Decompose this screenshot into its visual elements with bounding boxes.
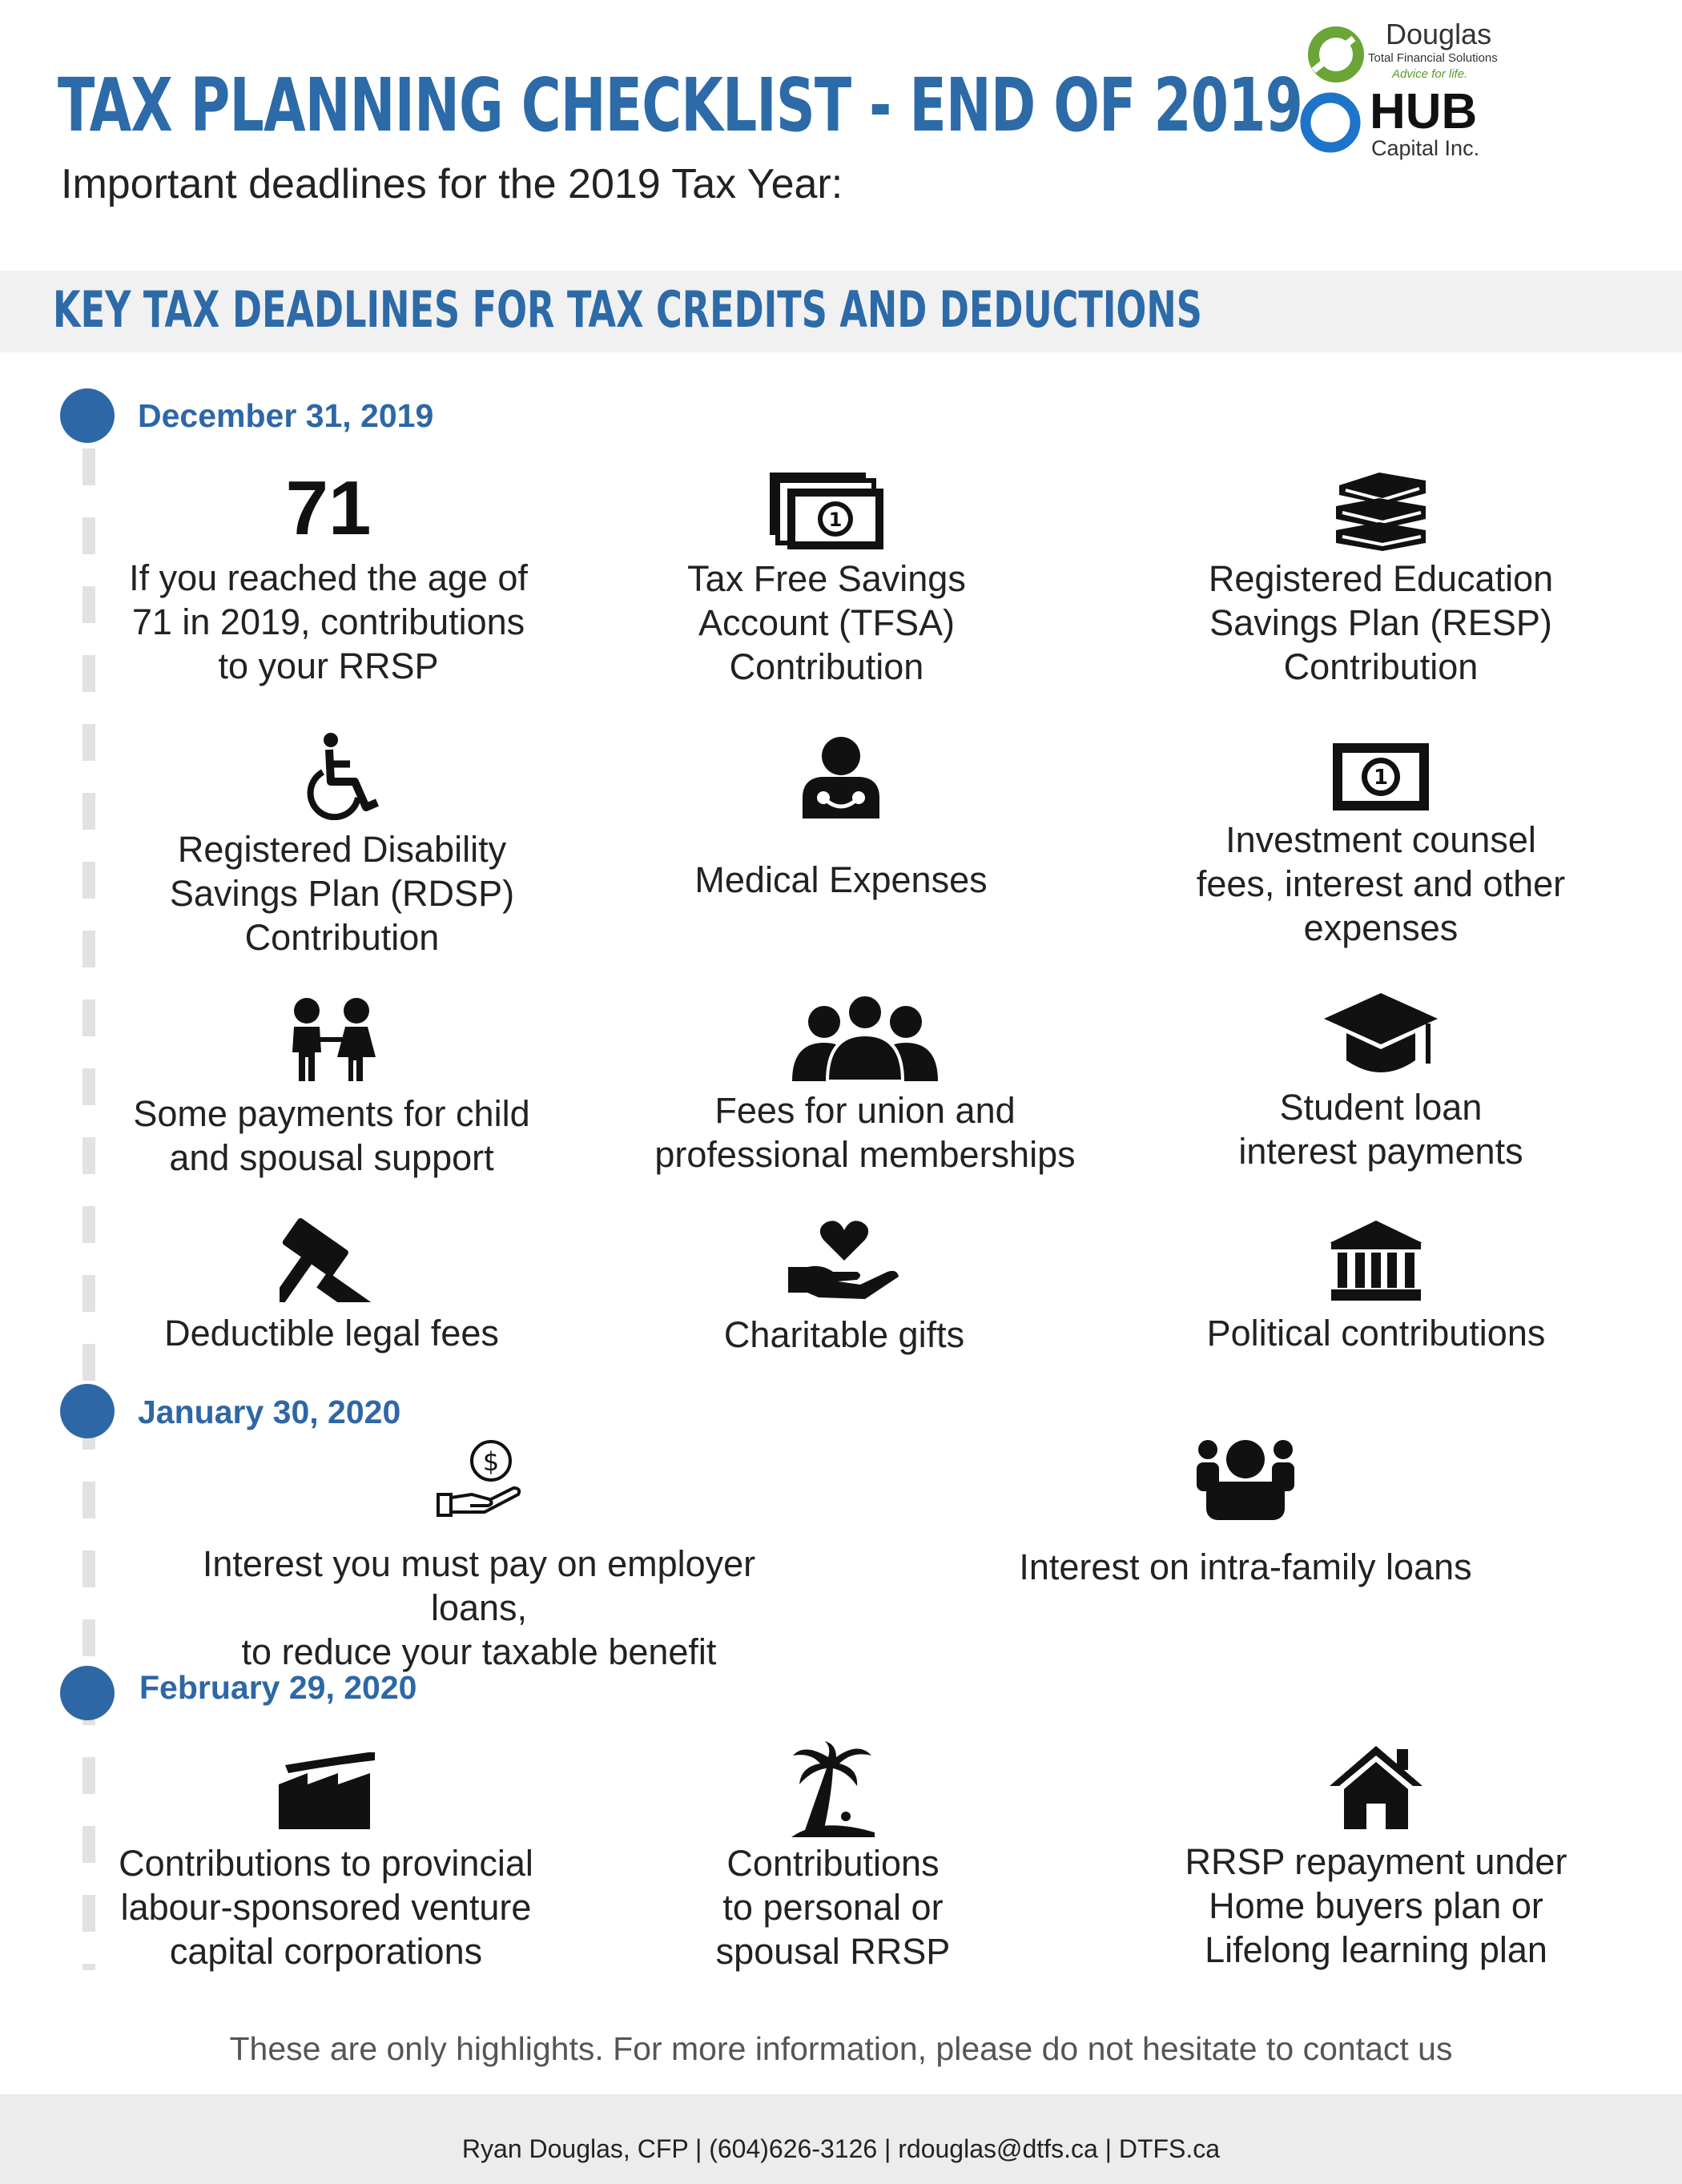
children-icon [280,995,384,1083]
deadline-item [593,1740,1073,1973]
section-title: KEY TAX DEADLINES FOR TAX CREDITS AND DEDUCTIONS [53,280,1202,339]
page-subtitle: Important deadlines for the 2019 Tax Year: [61,161,843,207]
deadline-item [1141,740,1621,950]
deadline-item [86,1749,566,1973]
closing-note: These are only highlights. For more information, please do not hesitate to contact us [229,2030,1453,2067]
bank-icon [1328,1219,1424,1302]
item-label: Contributions to provincial labour-sponsored venture capital corporations [119,1843,533,1972]
item-label: Registered Disability Savings Plan (RDSP) Contribution [169,829,515,958]
svg-text:$: $ [482,1446,500,1477]
deadline-item [625,993,1105,1176]
wheelchair-icon [300,732,384,820]
heart-hand-icon [787,1219,902,1304]
deadline-date: December 31, 2019 [138,397,434,434]
item-label: Interest you must pay on employer loans, to reduce your taxable benefit [202,1543,756,1672]
item-label: Tax Free Savings Account (TFSA) Contribution [687,558,966,687]
hand-coin-icon [435,1438,523,1518]
deadline-item [1136,1219,1616,1355]
item-label: Interest on intra-family loans [1019,1546,1472,1587]
item-label: Medical Expenses [694,859,988,900]
item-label: Registered Education Savings Plan (RESP) Contribution [1208,558,1554,687]
deadline-item [159,1438,799,1674]
dollar-bill-icon [1331,740,1431,814]
house-icon [1328,1743,1424,1831]
group-icon [791,993,940,1081]
factory-icon [276,1749,376,1832]
deadline-item [604,1219,1084,1357]
douglas-subtitle: Total Financial Solutions [1368,51,1498,65]
contact-info: Ryan Douglas, CFP | (604)626-3126 | rdouglas@dtfs.ca | DTFS.ca [461,2134,1221,2163]
deadline-item [1136,1743,1616,1972]
deadline-item [586,469,1067,689]
deadline-item [88,465,569,688]
item-label: Deductible legal fees [164,1313,499,1353]
douglas-name: Douglas [1386,18,1492,50]
graduation-cap-icon [1321,990,1441,1086]
deadline-item [1141,990,1621,1173]
deadline-item [102,732,582,959]
deadline-item [91,1216,572,1355]
douglas-tagline: Advice for life. [1392,67,1468,81]
item-label: Student loan interest payments [1238,1087,1523,1172]
company-logo [1298,18,1514,158]
deadline-item [1005,1435,1486,1589]
hub-logo-icon [1298,90,1363,155]
money-stack-icon [767,469,887,553]
item-label: RRSP repayment under Home buyers plan or Lifelong learning plan [1185,1841,1567,1970]
item-label: Some payments for child and spousal support [133,1093,530,1178]
item-label: Investment counsel fees, interest and other expenses [1196,819,1566,948]
gavel-icon [280,1216,384,1302]
page-title: TAX PLANNING CHECKLIST - END OF 2019 [58,62,1303,148]
item-label: Charitable gifts [723,1314,965,1355]
doctor-icon [799,735,883,818]
deadline-item [601,735,1081,902]
books-icon [1331,469,1431,553]
item-label: If you reached the age of 71 in 2019, contributions to your RRSP [129,557,528,686]
deadline-item [91,995,572,1180]
hub-subtitle: Capital Inc. [1371,136,1480,160]
item-label: Contributions to personal or spousal RRSP [715,1843,951,1972]
timeline-dot [60,1384,115,1438]
hub-name: HUB [1370,84,1478,139]
age-71-number: 71 [285,465,372,551]
deadline-date: February 29, 2020 [139,1669,417,1706]
item-label: Fees for union and professional memberships [654,1090,1076,1175]
timeline-dot [60,388,115,443]
douglas-logo-icon [1306,22,1370,86]
timeline-dot [60,1666,115,1720]
deadline-item [1141,469,1621,689]
svg-text:1: 1 [1373,766,1389,790]
family-icon [1195,1435,1296,1520]
item-label: Political contributions [1206,1313,1546,1353]
palm-tree-icon [788,1740,878,1837]
deadline-date: January 30, 2020 [138,1394,401,1430]
svg-text:1: 1 [828,509,843,531]
